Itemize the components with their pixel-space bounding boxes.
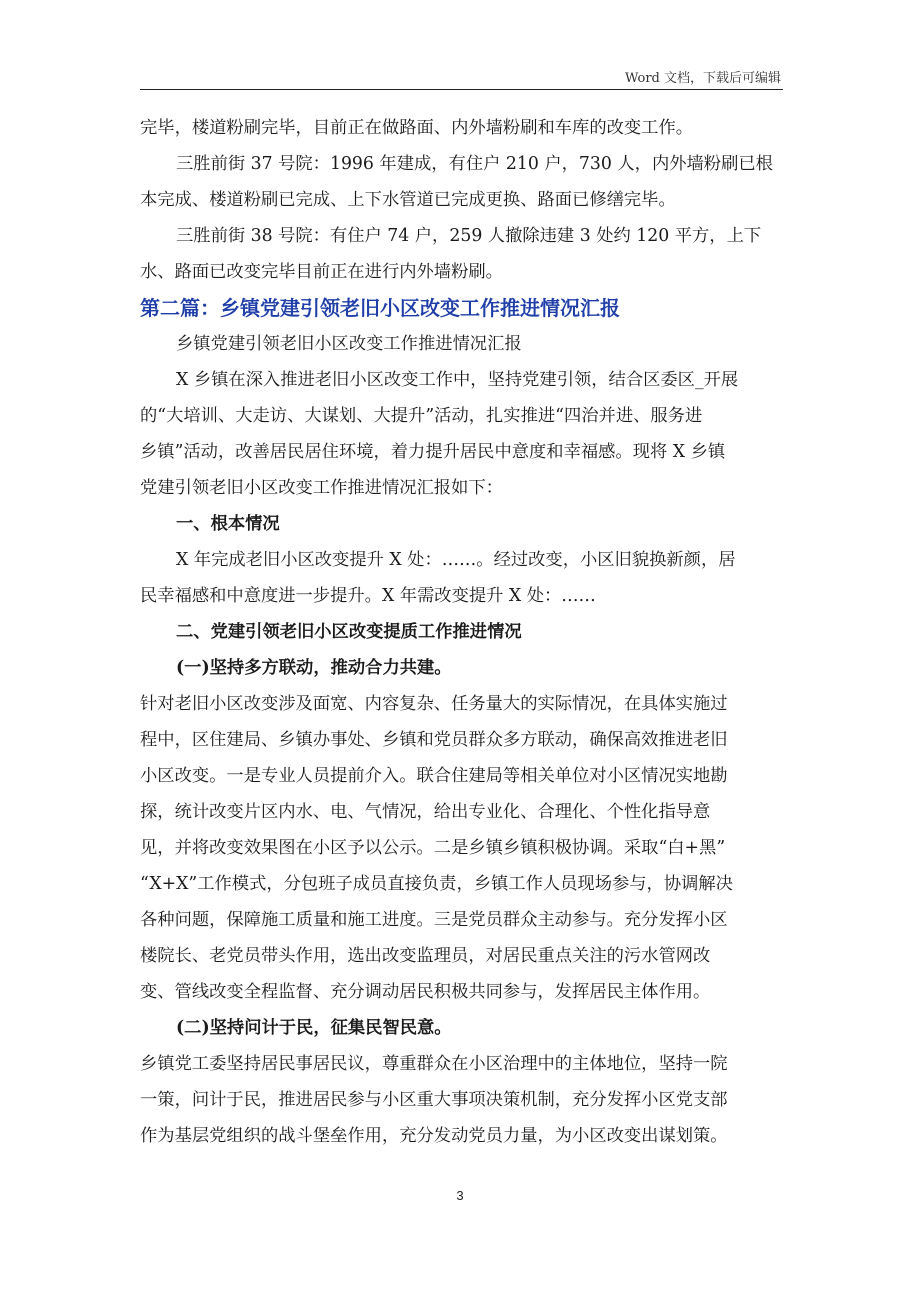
page-number: 3 [456,1188,464,1203]
paragraph-line: 党建引领老旧小区改变工作推进情况汇报如下： [140,478,503,498]
header-text: Word 文档，下载后可编辑 [625,71,781,86]
paragraph-line: 针对老旧小区改变涉及面宽、内容复杂、任务量大的实际情况，在具体实施过 [140,694,728,714]
paragraph-line: X 年完成老旧小区改变提升 X 处：……。经过改变，小区旧貌换新颜，居 [176,550,736,570]
paragraph-line: 见，并将改变效果图在小区予以公示。二是乡镇乡镇积极协调。采取“白+黑” [140,838,726,858]
paragraph-line: 乡镇”活动，改善居民居住环境，着力提升居民中意度和幸福感。现将 X 乡镇 [140,442,726,462]
paragraph-line: 楼院长、老党员带头作用，选出改变监理员，对居民重点关注的污水管网改 [140,946,711,966]
subheading: 二、党建引领老旧小区改变提质工作推进情况 [176,622,522,642]
paragraph-line: 程中，区住建局、乡镇办事处、乡镇和党员群众多方联动，确保高效推进老旧 [140,730,728,750]
page-header [140,63,783,90]
paragraph-line: 本完成、楼道粉刷已完成、上下水管道已完成更换、路面已修缮完毕。 [140,190,676,210]
paragraph-line: 乡镇党建引领老旧小区改变工作推进情况汇报 [176,334,522,354]
paragraph-line: 各种问题，保障施工质量和施工进度。三是党员群众主动参与。充分发挥小区 [140,910,728,930]
paragraph-line: 探，统计改变片区内水、电、气情况，给出专业化、合理化、个性化指导意 [140,802,711,822]
paragraph-line: 乡镇党工委坚持居民事居民议，尊重群众在小区治理中的主体地位，坚持一院 [140,1054,728,1074]
paragraph-line: 作为基层党组织的战斗堡垒作用，充分发动党员力量，为小区改变出谋划策。 [140,1126,728,1146]
paragraph-line: 水、路面已改变完毕目前正在进行内外墙粉刷。 [140,262,503,282]
subheading: (一)坚持多方联动，推动合力共建。 [176,658,452,678]
subheading: (二)坚持问计于民，征集民智民意。 [176,1018,452,1038]
paragraph-line: 的“大培训、大走访、大谋划、大提升”活动，扎实推进“四治并进、服务进 [140,406,703,426]
paragraph-line: 三胜前街 37 号院：1996 年建成，有住户 210 户，730 人，内外墙粉刷已根 [176,154,773,174]
paragraph-line: 民幸福感和中意度进一步提升。X 年需改变提升 X 处：…… [140,586,596,606]
section-title: 第二篇：乡镇党建引领老旧小区改变工作推进情况汇报 [140,296,620,320]
paragraph-line: 一策，问计于民，推进居民参与小区重大事项决策机制，充分发挥小区党支部 [140,1090,728,1110]
paragraph-line: 变、管线改变全程监督、充分调动居民积极共同参与，发挥居民主体作用。 [140,982,711,1002]
paragraph-line: “X+X”工作模式，分包班子成员直接负责，乡镇工作人员现场参与，协调解决 [140,874,733,894]
paragraph-line: 小区改变。一是专业人员提前介入。联合住建局等相关单位对小区情况实地勘 [140,766,728,786]
paragraph-line: 完毕，楼道粉刷完毕，目前正在做路面、内外墙粉刷和车库的改变工作。 [140,118,694,138]
paragraph-line: 三胜前街 38 号院：有住户 74 户，259 人撤除违建 3 处约 120 平方，上下 [176,226,762,246]
subheading: 一、根本情况 [176,514,280,534]
paragraph-line: X 乡镇在深入推进老旧小区改变工作中，坚持党建引领，结合区委区_开展 [176,370,739,390]
